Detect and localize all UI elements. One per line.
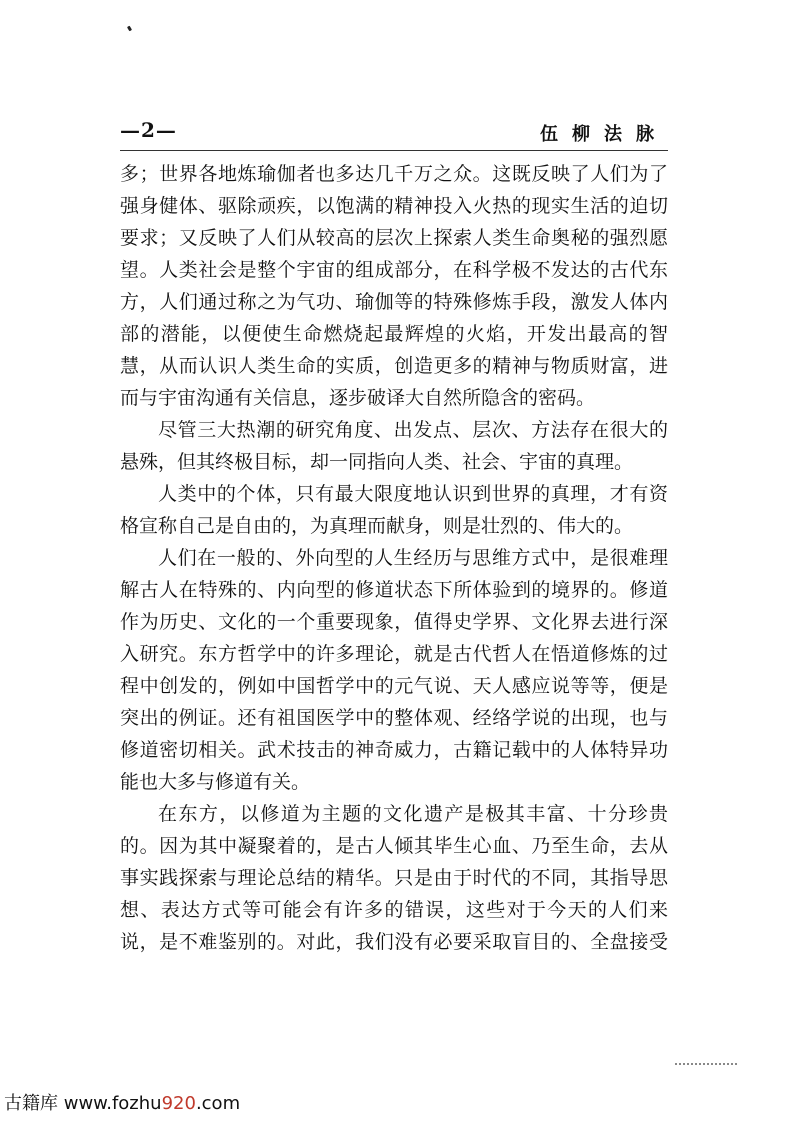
text-line: 能也大多与修道有关。 [120, 771, 311, 793]
text-line: 事实践探索与理论总结的精华。只是由于时代的不同，其指导思 [120, 867, 668, 889]
site-watermark [4, 1089, 240, 1119]
page-number: —2— [120, 118, 177, 142]
text-line: 强身健体、驱除顽疾，以饱满的精神投入火热的现实生活的迫切 [120, 195, 668, 217]
page-header [120, 118, 668, 148]
text-line: 修道密切相关。武术技击的神奇威力，古籍记载中的人体特异功 [120, 739, 668, 761]
text-line: 部的潜能，以便使生命燃烧起最辉煌的火焰，开发出最高的智 [120, 323, 668, 345]
watermark-suffix: .com [195, 1093, 241, 1114]
text-line: 人们在一般的、外向型的人生经历与思维方式中，是很难理 [158, 547, 668, 569]
text-line: 而与宇宙沟通有关信息，逐步破译大自然所隐含的密码。 [120, 387, 596, 409]
text-line: 尽管三大热潮的研究角度、出发点、层次、方法存在很大的 [158, 419, 668, 441]
scan-speck [127, 26, 132, 32]
running-title: 伍柳法脉 [540, 124, 668, 145]
text-line: 的。因为其中凝聚着的，是古人倾其毕生心血、乃至生命，去从 [120, 835, 668, 857]
text-line: 说，是不难鉴别的。对此，我们没有必要采取盲目的、全盘接受 [120, 931, 668, 953]
text-line: 悬殊，但其终极目标，却一同指向人类、社会、宇宙的真理。 [120, 451, 634, 473]
text-line: 解古人在特殊的、内向型的修道状态下所体验到的境界的。修道 [120, 579, 668, 601]
text-line: 多；世界各地炼瑜伽者也多达几千万之众。这既反映了人们为了 [120, 163, 668, 185]
text-line: 想、表达方式等可能会有许多的错误，这些对于今天的人们来 [120, 899, 668, 921]
text-line: 格宣称自己是自由的，为真理而献身，则是壮烈的、伟大的。 [120, 515, 634, 537]
text-line: 人类中的个体，只有最大限度地认识到世界的真理，才有资 [158, 483, 668, 505]
text-line: 慧，从而认识人类生命的实质，创造更多的精神与物质财富，进 [120, 355, 668, 377]
text-line: 作为历史、文化的一个重要现象，值得史学界、文化界去进行深 [120, 611, 668, 633]
scan-dots [675, 1063, 737, 1067]
header-rule [120, 150, 668, 151]
text-line: 突出的例证。还有祖国医学中的整体观、经络学说的出现，也与 [120, 707, 668, 729]
body-text [120, 158, 668, 958]
text-line: 要求；又反映了人们从较高的层次上探索人类生命奥秘的强烈愿 [120, 227, 668, 249]
text-line: 程中创发的，例如中国哲学中的元气说、天人感应说等等，便是 [120, 675, 668, 697]
text-line: 入研究。东方哲学中的许多理论，就是古代哲人在悟道修炼的过 [120, 643, 668, 665]
text-line: 在东方，以修道为主题的文化遗产是极其丰富、十分珍贵 [158, 803, 668, 825]
watermark-prefix: 古籍库 www.fozhu [4, 1093, 162, 1114]
watermark-number: 920 [161, 1093, 196, 1114]
text-line: 方，人们通过称之为气功、瑜伽等的特殊修炼手段，激发人体内 [120, 291, 668, 313]
text-line: 望。人类社会是整个宇宙的组成部分，在科学极不发达的古代东 [120, 259, 668, 281]
